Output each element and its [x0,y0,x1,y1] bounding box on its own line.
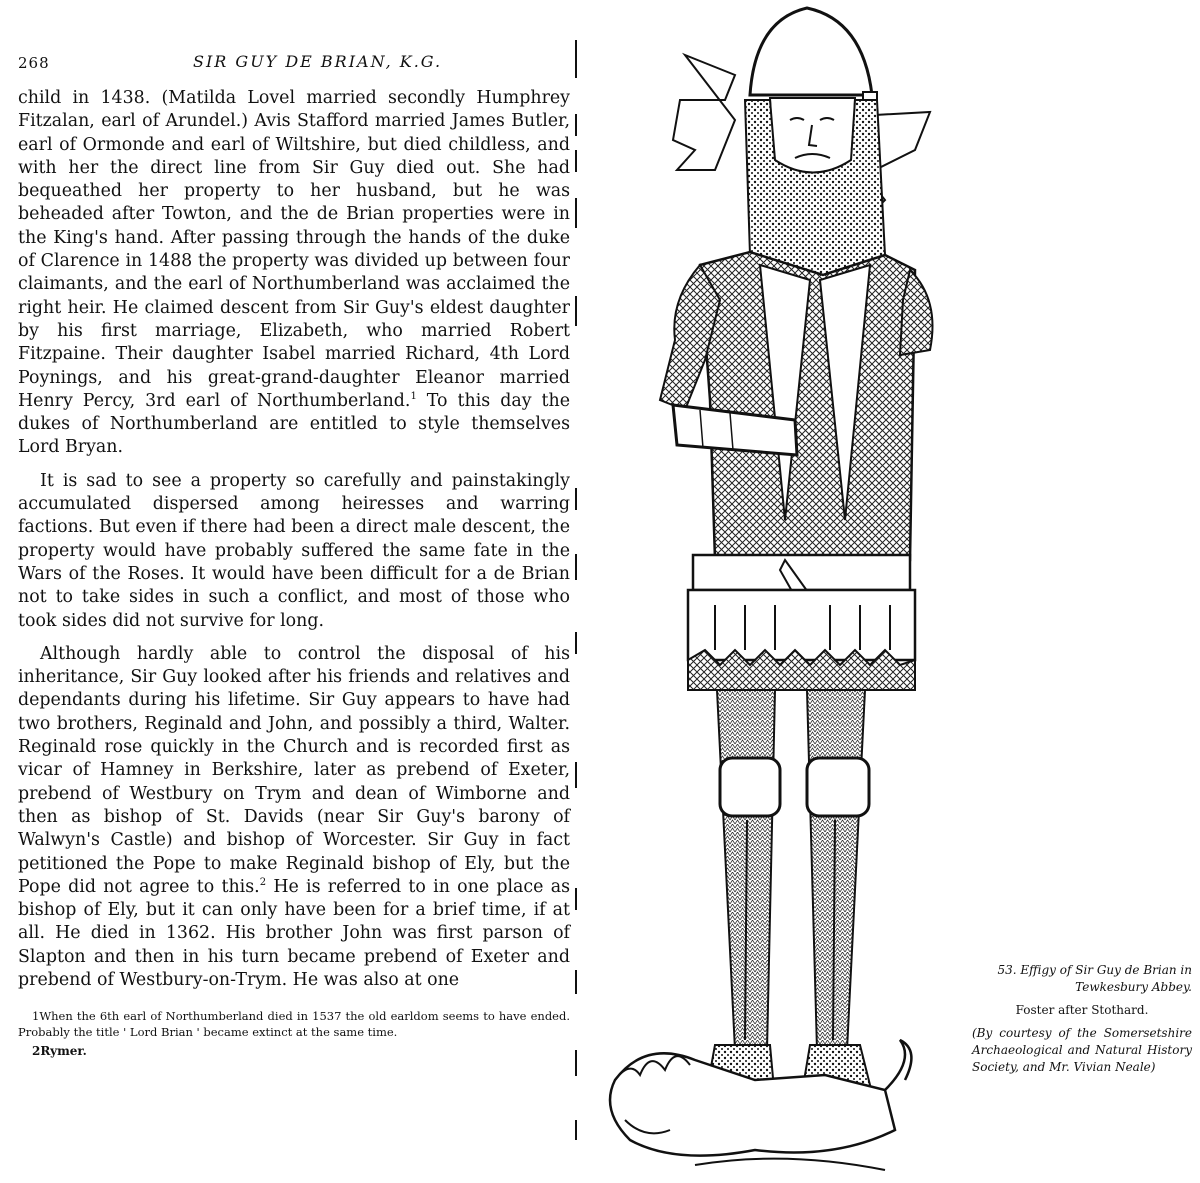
paragraph-2: It is sad to see a property so carefully and painstakingly accumulated dispersed among heiresses and warring factions. But even if there had been a direct male descent, the property would have probably suffered the same fate in the Wars of the Roses. It would have been difficult for a de Brian not to take sides in such a conflict, and most of those who took sides did not survive for long. [18,470,570,631]
caption-courtesy: (By courtesy of the Somersetshire Archaeological and Natural History Society, and Mr. Vivian Neale) [972,1026,1192,1074]
skirt-band [688,590,915,660]
footnote-1: 1When the 6th earl of Northumberland died in 1537 the old earldom seems to have ended. Probably the title ' Lord Brian ' became extinct at the same time. [18,1009,570,1039]
caption-credit: Foster after Stothard. [1015,1003,1149,1017]
paragraph-1-tail: To this day the dukes of Northumberland are entitled to style themselves Lord Bryan. [18,390,570,458]
effigy-drawing [585,0,965,1179]
drapery-shape [673,55,735,170]
gutter-mark [575,488,577,510]
gutter-mark [575,40,577,78]
effigy-illustration [585,0,965,1179]
gutter-mark [575,632,577,654]
gutter-marks [571,40,585,1140]
caption-title: 53. Effigy of Sir Guy de Brian in Tewkesbury Abbey. [997,963,1192,994]
left-page [0,0,578,1179]
footnotes [18,1008,570,1059]
gutter-mark [575,554,577,580]
lion-body-lines [695,1159,885,1170]
gutter-mark [575,970,577,994]
gutter-mark [575,114,577,136]
lion-tail [885,1040,911,1090]
paragraph-3 [18,643,570,992]
paragraph-3-text: Although hardly able to control the disposal of his inheritance, Sir Guy looked after his friends and relatives and dependants during his lifetime. Sir Guy appears to have had two brothers, Reginald and John, and possibly a third, Walter. Reginald rose quickly in the Church and is recorded first as vicar of Hamney in Berkshire, later as prebend of Exeter, prebend of Westbury on Trym and dean of Wimborne and then as bishop of St. Davids (near Sir Guy's barony of Walwyn's Castle) and bishop of Worcester. Sir Guy in fact petitioned the Pope to make Reginald bishop of Ely, but the Pope did not agree to this. [18,643,570,897]
gutter-mark [575,1050,577,1076]
paragraph-1 [18,87,570,460]
right-knee [807,758,869,816]
left-knee [720,758,780,816]
running-title: SIR GUY DE BRIAN, K.G. [193,52,443,71]
gutter-mark [575,198,577,228]
footnote-ref-1: 1 [410,391,417,403]
gutter-mark [575,296,577,326]
helmet-shape [750,8,872,95]
gutter-mark [575,762,577,788]
footnote-ref-2: 2 [259,877,267,888]
running-head [18,52,566,76]
face-shape [770,98,855,173]
gutter-mark [575,888,577,910]
right-leg [807,690,865,1050]
paragraph-1-text: child in 1438. (Matilda Lovel married secondly Humphrey Fitzalan, earl of Arundel.) Avis Stafford married James Butler, earl of Ormonde and earl of Wiltshire, but died childless, and with her the direct line from Sir Guy died out. She had bequeathed her property to her husband, but he was beheaded after Towton, and the de Brian properties were in the King's hand. After passing through the hands of the duke of Clarence in 1488 the property was divided up between four claimants, and the earl of Northumberland was acclaimed the right heir. He claimed descent from Sir Guy's eldest daughter by his first marriage, Elizabeth, who married Robert Fitzpaine. Their daughter Isabel married Richard, 4th Lord Poynings, and his great-grand-daughter Eleanor married Henry Percy, 3rd earl of Northumberland. [18,88,570,411]
body-text [18,87,570,1002]
paragraph-3-tail: He is referred to in one place as bishop of Ely, but it can only have been for a brief time, if at all. He died in 1362. His brother John was first parson of Slapton and then in his turn became prebend of Exeter and prebend of Westbury-on-Trym. He was also at one [18,876,570,990]
footnote-2: 2Rymer. [32,1044,87,1058]
gutter-mark [575,150,577,172]
page-number: 268 [18,54,50,72]
gutter-mark [575,1120,577,1140]
figure-caption [972,962,1192,1076]
